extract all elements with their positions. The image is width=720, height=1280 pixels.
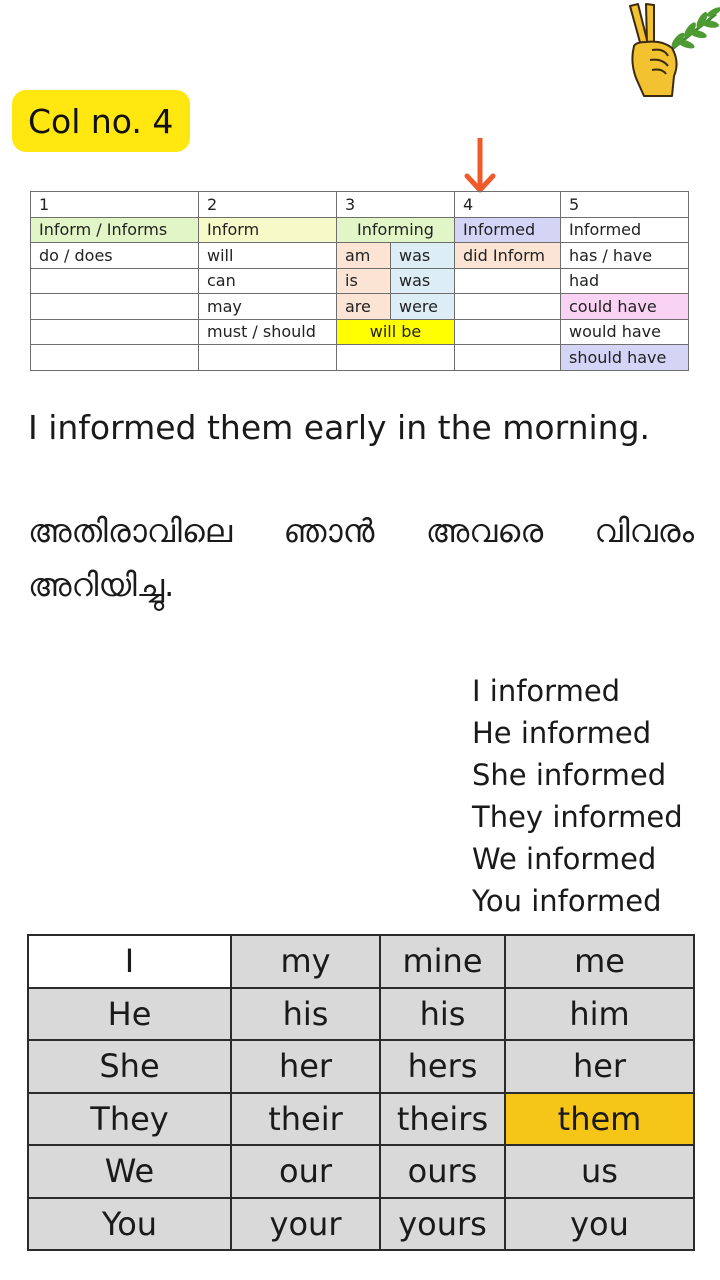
list-item: She informed bbox=[472, 758, 667, 792]
table-cell: hers bbox=[380, 1040, 505, 1093]
tense-row bbox=[31, 268, 689, 294]
table-cell bbox=[455, 294, 561, 320]
header-cell: 2 bbox=[199, 192, 337, 218]
verb-forms-list bbox=[472, 670, 683, 922]
table-cell: his bbox=[231, 988, 380, 1041]
table-cell bbox=[31, 294, 199, 320]
table-cell: had bbox=[561, 268, 689, 294]
table-cell: ours bbox=[380, 1145, 505, 1198]
table-cell: I bbox=[28, 935, 231, 988]
table-cell: She bbox=[28, 1040, 231, 1093]
table-cell: Inform bbox=[199, 217, 337, 243]
table-cell: are bbox=[337, 294, 391, 320]
table-cell bbox=[337, 345, 455, 371]
table-row bbox=[28, 1093, 694, 1146]
table-row bbox=[28, 1198, 694, 1251]
tense-header-row bbox=[31, 192, 689, 218]
table-cell: was bbox=[391, 268, 455, 294]
table-cell: did Inform bbox=[455, 243, 561, 269]
table-row bbox=[28, 988, 694, 1041]
list-item: We informed bbox=[472, 842, 657, 876]
table-cell: was bbox=[391, 243, 455, 269]
table-cell: our bbox=[231, 1145, 380, 1198]
table-cell bbox=[455, 345, 561, 371]
table-cell: must / should bbox=[199, 319, 337, 345]
malayalam-translation: അതിരാവിലെ ഞാൻ അവരെ വിവരം അറിയിച്ചു. bbox=[28, 512, 694, 604]
tense-row bbox=[31, 243, 689, 269]
list-item: You informed bbox=[472, 884, 662, 918]
table-cell: is bbox=[337, 268, 391, 294]
table-cell: has / have bbox=[561, 243, 689, 269]
table-cell: him bbox=[505, 988, 694, 1041]
table-cell: Informing bbox=[337, 217, 455, 243]
table-cell: am bbox=[337, 243, 391, 269]
table-cell bbox=[31, 345, 199, 371]
table-cell: were bbox=[391, 294, 455, 320]
table-cell: me bbox=[505, 935, 694, 988]
table-cell: their bbox=[231, 1093, 380, 1146]
victory-hand-logo-icon bbox=[616, 0, 720, 104]
table-cell: Informed bbox=[455, 217, 561, 243]
table-cell: do / does bbox=[31, 243, 199, 269]
table-cell: yours bbox=[380, 1198, 505, 1251]
table-cell bbox=[31, 319, 199, 345]
list-item: I informed bbox=[472, 674, 621, 708]
table-cell: Informed bbox=[561, 217, 689, 243]
table-cell bbox=[455, 268, 561, 294]
table-cell: should have bbox=[561, 345, 689, 371]
table-cell: us bbox=[505, 1145, 694, 1198]
table-cell: her bbox=[231, 1040, 380, 1093]
table-cell: would have bbox=[561, 319, 689, 345]
table-cell bbox=[31, 268, 199, 294]
highlighted-cell: them bbox=[505, 1093, 694, 1146]
tense-row bbox=[31, 217, 689, 243]
column-badge: Col no. 4 bbox=[12, 90, 190, 152]
table-cell: theirs bbox=[380, 1093, 505, 1146]
header-cell: 5 bbox=[561, 192, 689, 218]
table-cell: may bbox=[199, 294, 337, 320]
table-cell bbox=[455, 319, 561, 345]
table-cell: They bbox=[28, 1093, 231, 1146]
tense-row bbox=[31, 294, 689, 320]
table-cell: my bbox=[231, 935, 380, 988]
table-row bbox=[28, 1040, 694, 1093]
tense-table bbox=[30, 191, 689, 371]
tense-row bbox=[31, 319, 689, 345]
tense-row bbox=[31, 345, 689, 371]
table-cell: mine bbox=[380, 935, 505, 988]
example-sentence: I informed them early in the morning. bbox=[28, 408, 651, 447]
table-cell bbox=[199, 345, 337, 371]
table-row bbox=[28, 1145, 694, 1198]
table-cell: We bbox=[28, 1145, 231, 1198]
header-cell: 3 bbox=[337, 192, 455, 218]
table-cell: He bbox=[28, 988, 231, 1041]
arrow-down-icon bbox=[464, 138, 496, 196]
pronoun-table bbox=[27, 934, 695, 1251]
table-cell: your bbox=[231, 1198, 380, 1251]
header-cell: 1 bbox=[31, 192, 199, 218]
header-cell: 4 bbox=[455, 192, 561, 218]
list-item: He informed bbox=[472, 716, 652, 750]
table-cell: Inform / Informs bbox=[31, 217, 199, 243]
list-item: They informed bbox=[472, 800, 683, 834]
table-cell: will bbox=[199, 243, 337, 269]
table-cell: will be bbox=[337, 319, 455, 345]
table-cell: can bbox=[199, 268, 337, 294]
table-row bbox=[28, 935, 694, 988]
table-cell: could have bbox=[561, 294, 689, 320]
table-cell: his bbox=[380, 988, 505, 1041]
table-cell: you bbox=[505, 1198, 694, 1251]
table-cell: her bbox=[505, 1040, 694, 1093]
table-cell: You bbox=[28, 1198, 231, 1251]
